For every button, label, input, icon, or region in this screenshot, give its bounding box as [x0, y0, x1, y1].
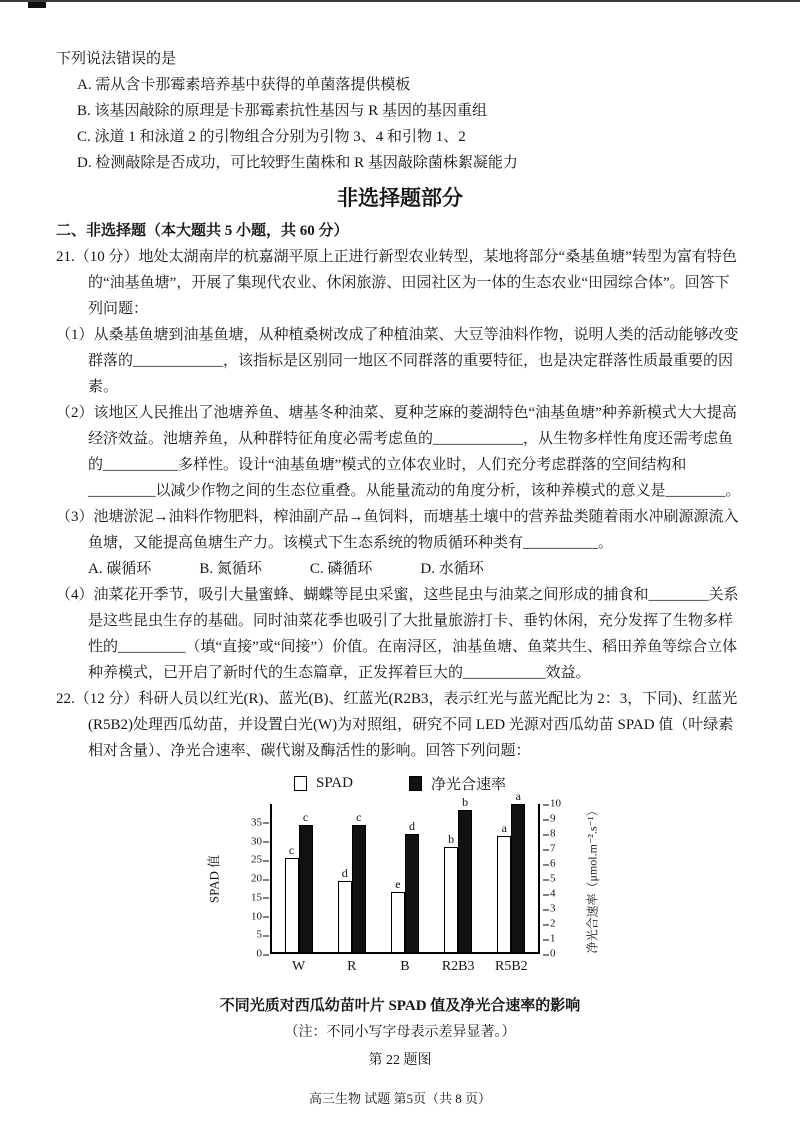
left-axis-tick: 15	[251, 891, 262, 904]
left-axis-tick: 30	[251, 835, 262, 847]
significance-letter: c	[356, 809, 362, 824]
chart-area	[165, 788, 635, 984]
right-axis-tick: 3	[550, 902, 556, 915]
significance-letter: e	[395, 877, 401, 891]
right-axis-tick: 2	[550, 917, 556, 930]
page-footer: 高三生物 试题 第5页（共 8 页）	[308, 1091, 491, 1106]
scan-artifact-corner-mark	[28, 2, 46, 8]
question-21-part-3-choices	[56, 556, 744, 582]
x-axis-label: B	[400, 959, 410, 974]
net-photosynthesis-bar	[405, 820, 419, 953]
bar	[391, 892, 405, 952]
choice-water-cycle: D. 水循环	[420, 561, 484, 577]
right-axis-tick: 7	[550, 842, 556, 855]
choice-phosphorus-cycle: C. 磷循环	[309, 561, 373, 577]
question-21-part-3: （3）池塘淤泥→油料作物肥料，榨油副产品→鱼饲料，而塘基土壤中的营养盐类随着雨水冲刷源源流入鱼塘，又能提高鱼塘生产力。该模式下生态系统的物质循环种类有__________。	[56, 509, 739, 551]
left-axis-title: SPAD 值	[206, 854, 222, 904]
bar-group	[391, 818, 419, 974]
bar-group	[441, 794, 475, 974]
bar	[497, 836, 511, 952]
right-axis-tick: 0	[550, 947, 556, 960]
bar	[458, 810, 472, 953]
chart-note: （注：不同小写字母表示差异显著。）	[284, 1025, 516, 1040]
spad-bar	[497, 822, 511, 952]
x-axis-label: R	[347, 959, 357, 974]
bar	[511, 804, 525, 953]
right-axis-tick: 9	[550, 812, 556, 825]
bar-chart-figure	[56, 772, 744, 1072]
right-axis-title: 净光合速率（μmol.m⁻².s⁻¹）	[585, 804, 600, 954]
significance-letter: b	[448, 832, 455, 846]
spad-bar	[444, 833, 458, 952]
legend-item-spad	[294, 775, 353, 792]
question-22-intro: 22.（12 分）科研人员以红光(R)、蓝光(B)、红蓝光(R2B3，表示红光与蓝光配比为 2：3，下同)、红蓝光(R5B2)处理西瓜幼苗，并设置白光(W)为对照组，研究不同 LED 光源对西瓜幼苗 SPAD 值（叶绿素相对含量）、净光合速率、碳代谢及酶活性的影响。回答下列问题：	[56, 691, 738, 759]
section-title: 非选择题部分	[337, 186, 463, 210]
question-21-part-4: （4）油菜花开季节，吸引大量蜜蜂、蝴蝶等昆虫采蜜，这些昆虫与油菜之间形成的捕食和________关系是这些昆虫生存的基础。同时油菜花季也吸引了大批量旅游打卡、垂钓休闲，充分发挥了生物多样性的_________（填“直接”或“间接”）价值。在南浔区，油基鱼塘、鱼菜共生、稻田养鱼等综合立体种养模式，已开启了新时代的生态篇章，正发挥着巨大的___________效益。	[56, 587, 739, 681]
left-axis-tick: 25	[251, 853, 262, 866]
significance-letter: d	[341, 865, 348, 880]
left-axis-tick: 5	[256, 928, 262, 941]
right-axis-tick: 6	[550, 857, 556, 870]
bar-group	[495, 788, 528, 974]
left-axis-tick: 20	[251, 872, 262, 885]
question-stem: 下列说法错误的是	[56, 51, 177, 67]
left-axis-ticks	[240, 804, 270, 960]
left-axis-tick: 10	[251, 910, 262, 922]
bar-group	[338, 809, 366, 974]
bar	[444, 847, 458, 952]
bar	[352, 825, 366, 953]
question-20-options-block	[56, 46, 744, 176]
significance-letter: a	[515, 788, 521, 803]
spad-bar	[285, 844, 299, 952]
net-photosynthesis-bar	[511, 790, 525, 953]
option-d: D. 检测敲除是否成功，可比较野生菌株和 R 基因敲除菌株絮凝能力	[77, 155, 518, 171]
net-photosynthesis-bar	[352, 811, 366, 953]
plot-area	[270, 788, 540, 974]
bar	[405, 834, 419, 953]
choice-nitrogen-cycle: B. 氮循环	[199, 561, 262, 577]
left-axis-tick: 0	[256, 947, 262, 960]
significance-letter: c	[302, 809, 309, 824]
x-axis-label: R5B2	[495, 959, 528, 974]
bar	[299, 825, 313, 953]
bar-group	[285, 809, 313, 974]
legend-label-net-photosynthesis: 净光合速率	[430, 776, 506, 793]
legend-label-spad: SPAD	[316, 774, 353, 791]
left-axis-tick: 35	[251, 816, 262, 829]
chart-legend	[56, 772, 744, 794]
x-axis-label: R2B3	[441, 959, 475, 974]
x-axis-label: W	[291, 959, 306, 974]
bar	[338, 881, 352, 952]
net-photosynthesis-swatch-icon	[409, 776, 422, 791]
question-21-part-2: （2）该地区人民推出了池塘养鱼、塘基冬种油菜、夏种芝麻的菱湖特色“油基鱼塘”种养新模式大大提高经济效益。池塘养鱼，从种群特征角度必需考虑鱼的____________，从生物多样性角度还需考虑鱼的__________多样性。设计“油基鱼塘”模式的立体农业时，人们充分考虑群落的空间结构和_________以减少作物之间的生态位重叠。从能量流动的角度分析，该种养模式的意义是________。	[56, 405, 741, 499]
spad-bar	[338, 867, 352, 952]
bar	[285, 858, 299, 952]
significance-letter: a	[501, 820, 507, 835]
net-photosynthesis-bar	[458, 796, 472, 953]
legend-item-net-photosynthesis	[409, 773, 506, 794]
right-axis-tick: 4	[550, 887, 556, 900]
right-axis-tick: 8	[550, 827, 556, 840]
option-c: C. 泳道 1 和泳道 2 的引物组合分别为引物 3、4 和引物 1、2	[77, 129, 466, 145]
right-axis-tick: 1	[550, 932, 556, 945]
significance-letter: b	[462, 794, 469, 809]
section-header: 二、非选择题（本大题共 5 小题，共 60 分）	[56, 223, 349, 239]
option-a: A. 需从含卡那霉素培养基中获得的单菌落提供模板	[77, 77, 411, 93]
choice-carbon-cycle: A. 碳循环	[88, 561, 152, 577]
right-axis-tick: 5	[550, 872, 556, 885]
net-photosynthesis-bar	[299, 811, 313, 953]
figure-label: 第 22 题图	[368, 1053, 432, 1068]
right-axis-tick: 10	[550, 797, 561, 810]
question-21-intro: 21.（10 分）地处太湖南岸的杭嘉湖平原上正进行新型农业转型，某地将部分“桑基鱼塘”转型为富有特色的“油基鱼塘”，开展了集现代农业、休闲旅游、田园社区为一体的生态农业“田园综合体”。回答下列问题：	[56, 249, 737, 317]
option-b: B. 该基因敲除的原理是卡那霉素抗性基因与 R 基因的基因重组	[77, 103, 488, 119]
significance-letter: c	[288, 843, 295, 858]
scan-artifact-top-line	[0, 0, 800, 2]
chart-title: 不同光质对西瓜幼苗叶片 SPAD 值及净光合速率的影响	[219, 998, 581, 1014]
spad-swatch-icon	[294, 776, 307, 791]
question-21-part-1: （1）从桑基鱼塘到油基鱼塘，从种植桑树改成了种植油菜、大豆等油料作物，说明人类的活动能够改变群落的____________，该指标是区别同一地区不同群落的重要特征，也是决定群落性质最重要的因素。	[56, 327, 739, 395]
right-axis-ticks	[542, 797, 572, 960]
spad-bar	[391, 878, 405, 952]
significance-letter: d	[408, 818, 415, 833]
